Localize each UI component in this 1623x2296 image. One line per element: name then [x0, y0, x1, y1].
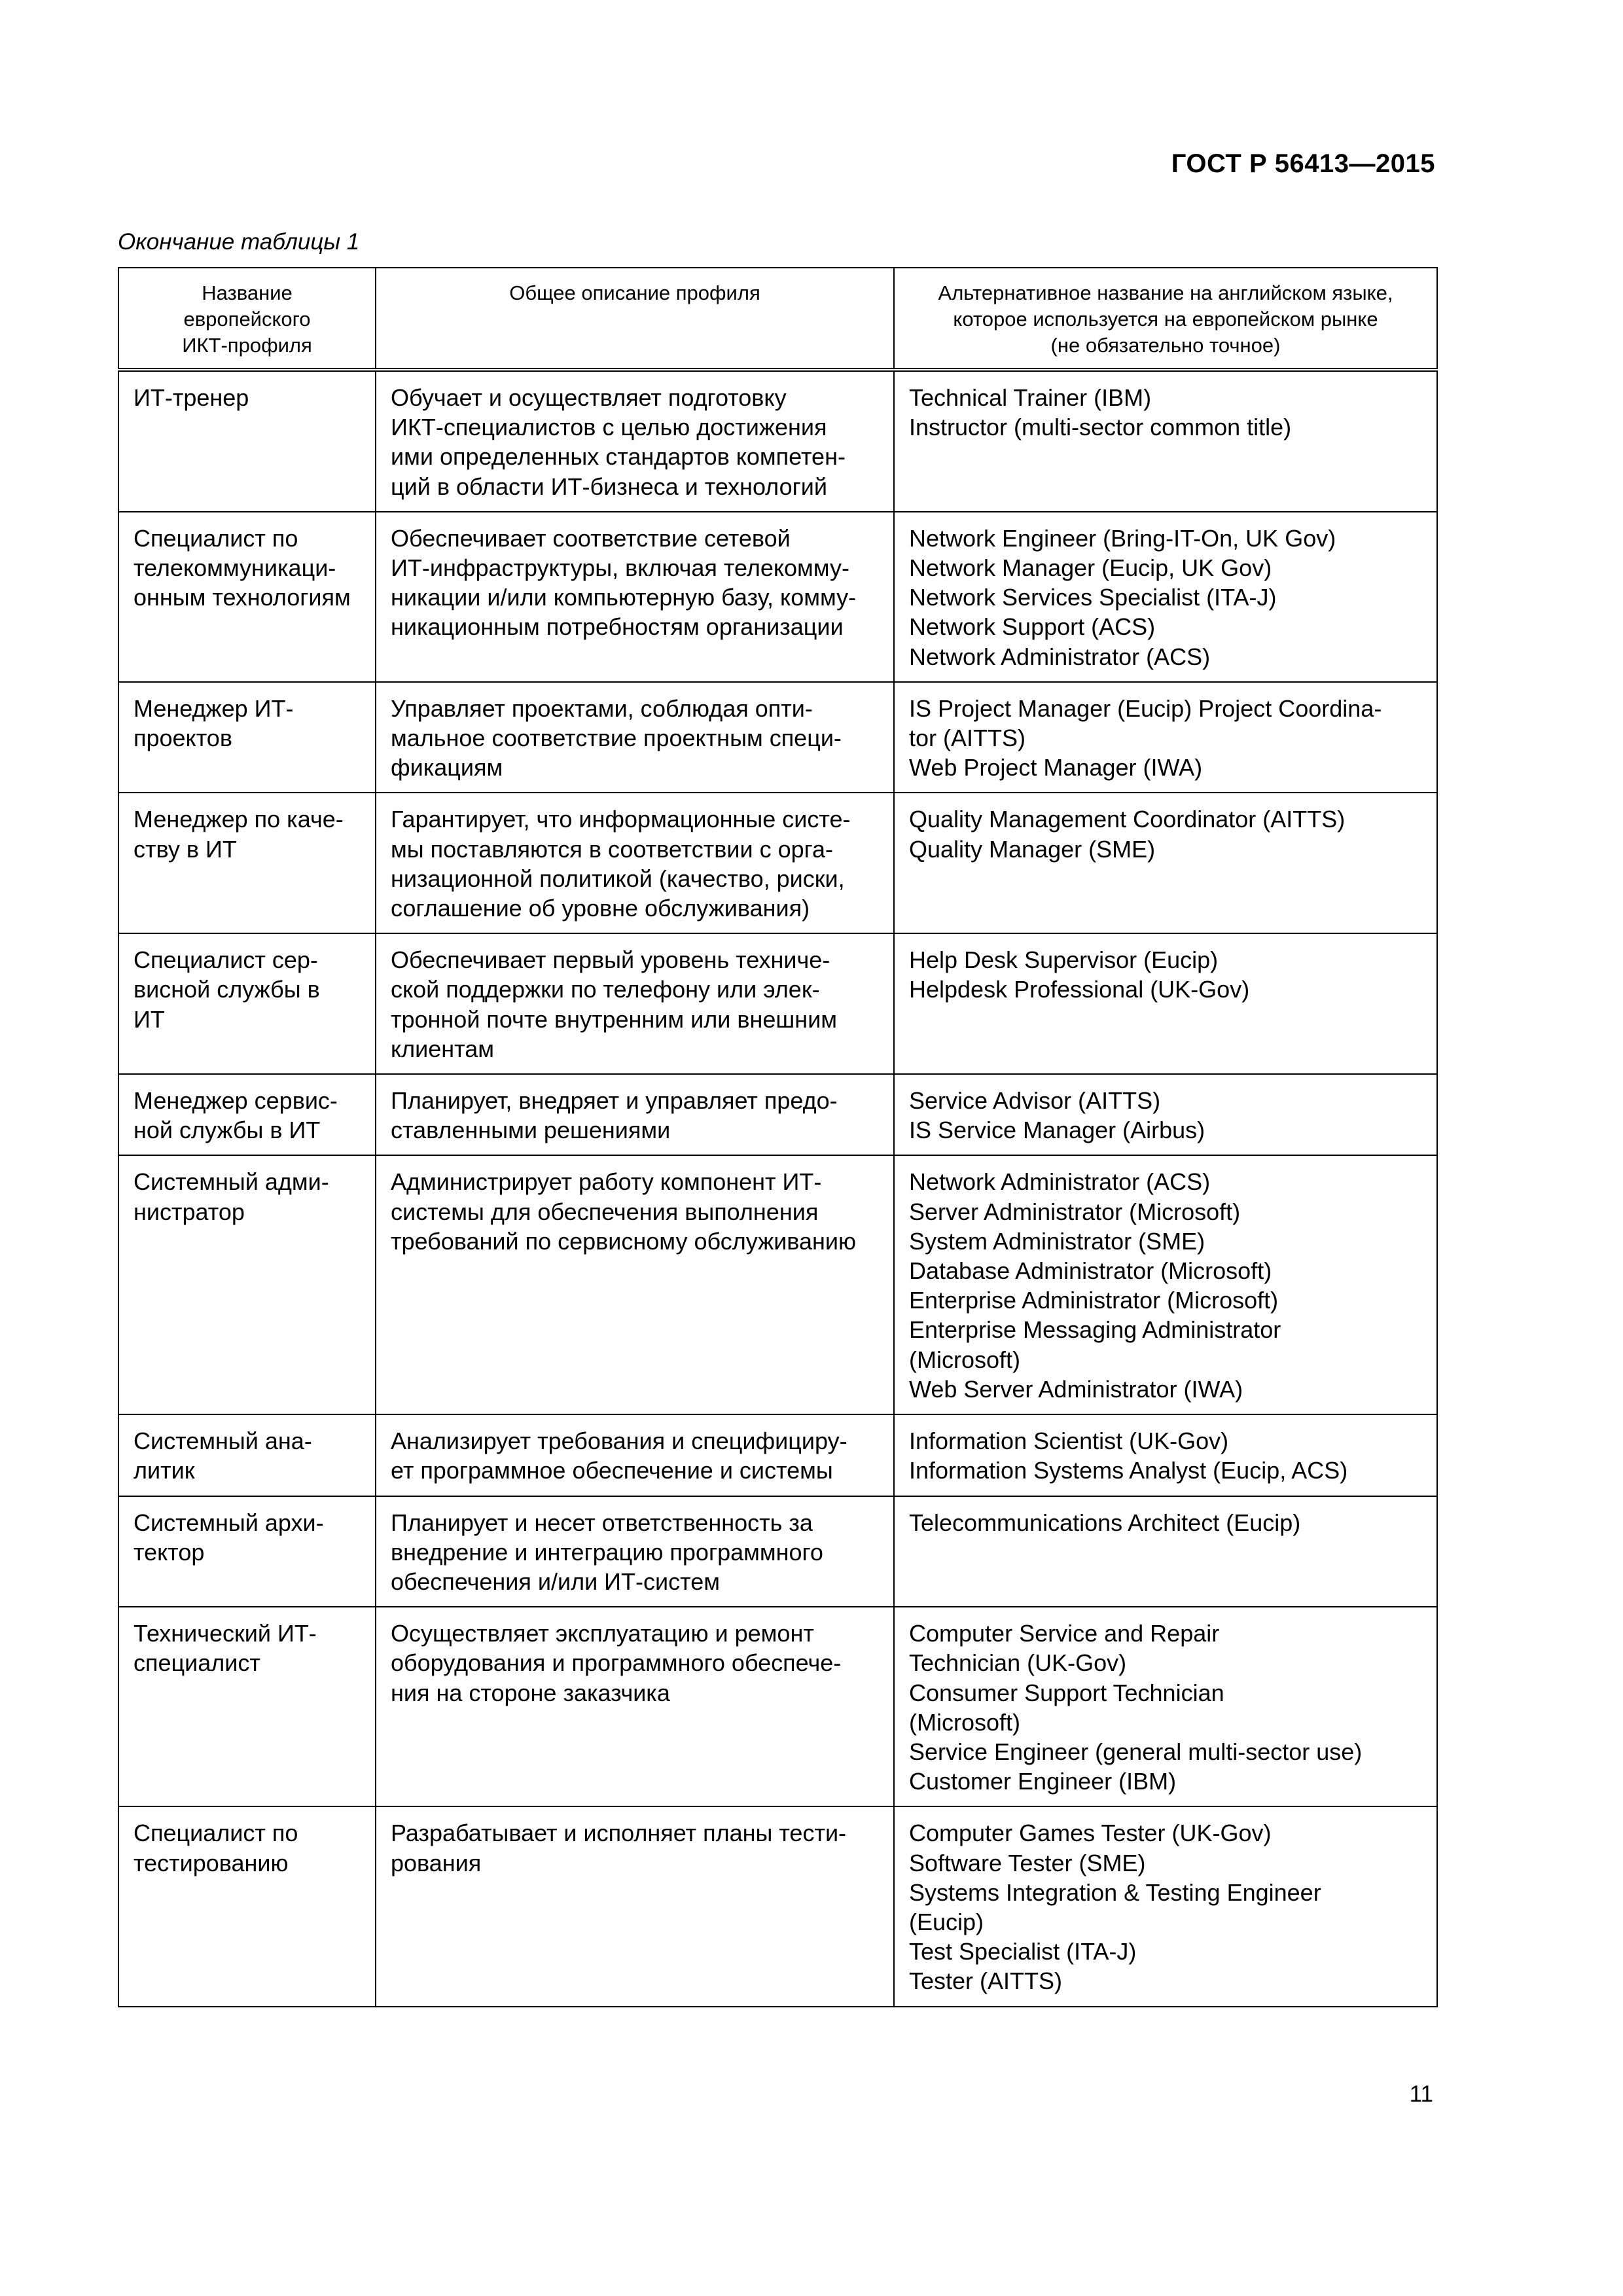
table-row [118, 1496, 1437, 1607]
table-row [118, 682, 1437, 793]
description-cell: Планирует, внедряет и управляет предо- ставленными решениями [376, 1074, 894, 1155]
alt-name-cell: Computer Service and Repair Technician (UK-Gov) Consumer Support Technician (Microsoft) Service Engineer (general multi-sector use) Customer Engineer (IBM) [894, 1607, 1437, 1806]
table-body [118, 370, 1437, 2007]
alt-name-cell: Technical Trainer (IBM) Instructor (multi-sector common title) [894, 370, 1437, 512]
table-row [118, 793, 1437, 933]
profiles-table [118, 267, 1438, 2007]
table-row [118, 1607, 1437, 1806]
column-header-profile-name: Название европейского ИКТ-профиля [118, 268, 376, 370]
description-cell: Обеспечивает соответствие сетевой ИТ-инфраструктуры, включая телекомму- никации и/или компьютерную базу, комму- никационным потребностям организации [376, 512, 894, 682]
alt-name-cell: Quality Management Coordinator (AITTS) Quality Manager (SME) [894, 793, 1437, 933]
description-cell: Анализирует требования и специфициру- ет программное обеспечение и системы [376, 1414, 894, 1496]
alt-name-cell: Help Desk Supervisor (Eucip) Helpdesk Professional (UK-Gov) [894, 933, 1437, 1074]
alt-name-cell: IS Project Manager (Eucip) Project Coordina- tor (AITTS) Web Project Manager (IWA) [894, 682, 1437, 793]
profile-name-cell: Системный ана- литик [118, 1414, 376, 1496]
table-row [118, 933, 1437, 1074]
profile-name-cell: Менеджер по каче- ству в ИТ [118, 793, 376, 933]
description-cell: Администрирует работу компонент ИТ- системы для обеспечения выполнения требований по сервисному обслуживанию [376, 1155, 894, 1414]
alt-name-cell: Computer Games Tester (UK-Gov) Software Tester (SME) Systems Integration & Testing Engineer (Eucip) Test Specialist (ITA-J) Tester (AITTS) [894, 1806, 1437, 2006]
description-cell: Обучает и осуществляет подготовку ИКТ-специалистов с целью достижения ими определенных стандартов компетен- ций в области ИТ-бизнеса и технологий [376, 370, 894, 512]
alt-name-cell: Network Engineer (Bring-IT-On, UK Gov) Network Manager (Eucip, UK Gov) Network Services Specialist (ITA-J) Network Support (ACS) Network Administrator (ACS) [894, 512, 1437, 682]
alt-name-cell: Information Scientist (UK-Gov) Information Systems Analyst (Eucip, ACS) [894, 1414, 1437, 1496]
table-header-row [118, 268, 1437, 370]
alt-name-cell: Telecommunications Architect (Eucip) [894, 1496, 1437, 1607]
table-row [118, 1074, 1437, 1155]
profile-name-cell: Менеджер ИТ- проектов [118, 682, 376, 793]
column-header-alt-name: Альтернативное название на английском языке, которое используется на европейском рынке (не обязательно точное) [894, 268, 1437, 370]
description-cell: Гарантирует, что информационные систе- мы поставляются в соответствии с орга- низационной политикой (качество, риски, соглашение об уровне обслуживания) [376, 793, 894, 933]
description-cell: Управляет проектами, соблюдая опти- мальное соответствие проектным специ- фикациям [376, 682, 894, 793]
description-cell: Планирует и несет ответственность за внедрение и интеграцию программного обеспечения и/или ИТ-систем [376, 1496, 894, 1607]
profile-name-cell: Системный архи- тектор [118, 1496, 376, 1607]
table-row [118, 1155, 1437, 1414]
alt-name-cell: Service Advisor (AITTS) IS Service Manager (Airbus) [894, 1074, 1437, 1155]
table-row [118, 512, 1437, 682]
profile-name-cell: Менеджер сервис- ной службы в ИТ [118, 1074, 376, 1155]
table-row [118, 1414, 1437, 1496]
profile-name-cell: Системный адми- нистратор [118, 1155, 376, 1414]
profile-name-cell: Специалист по телекоммуникаци- онным технологиям [118, 512, 376, 682]
alt-name-cell: Network Administrator (ACS) Server Administrator (Microsoft) System Administrator (SME) Database Administrator (Microsoft) Enterprise Administrator (Microsoft) Enterprise Messaging Administrator (Microsoft) Web Server Administrator (IWA) [894, 1155, 1437, 1414]
column-header-description: Общее описание профиля [376, 268, 894, 370]
page-number: 11 [1409, 2081, 1433, 2107]
table-caption: Окончание таблицы 1 [118, 229, 360, 255]
description-cell: Осуществляет эксплуатацию и ремонт оборудования и программного обеспече- ния на стороне заказчика [376, 1607, 894, 1806]
profile-name-cell: Специалист по тестированию [118, 1806, 376, 2006]
table-row [118, 1806, 1437, 2006]
description-cell: Обеспечивает первый уровень техниче- ской поддержки по телефону или элек- тронной почте внутренним или внешним клиентам [376, 933, 894, 1074]
table-row [118, 370, 1437, 512]
description-cell: Разрабатывает и исполняет планы тести- рования [376, 1806, 894, 2006]
profile-name-cell: Специалист сер- висной службы в ИТ [118, 933, 376, 1074]
profile-name-cell: Технический ИТ- специалист [118, 1607, 376, 1806]
profile-name-cell: ИТ-тренер [118, 370, 376, 512]
document-code: ГОСТ Р 56413—2015 [1171, 149, 1435, 178]
